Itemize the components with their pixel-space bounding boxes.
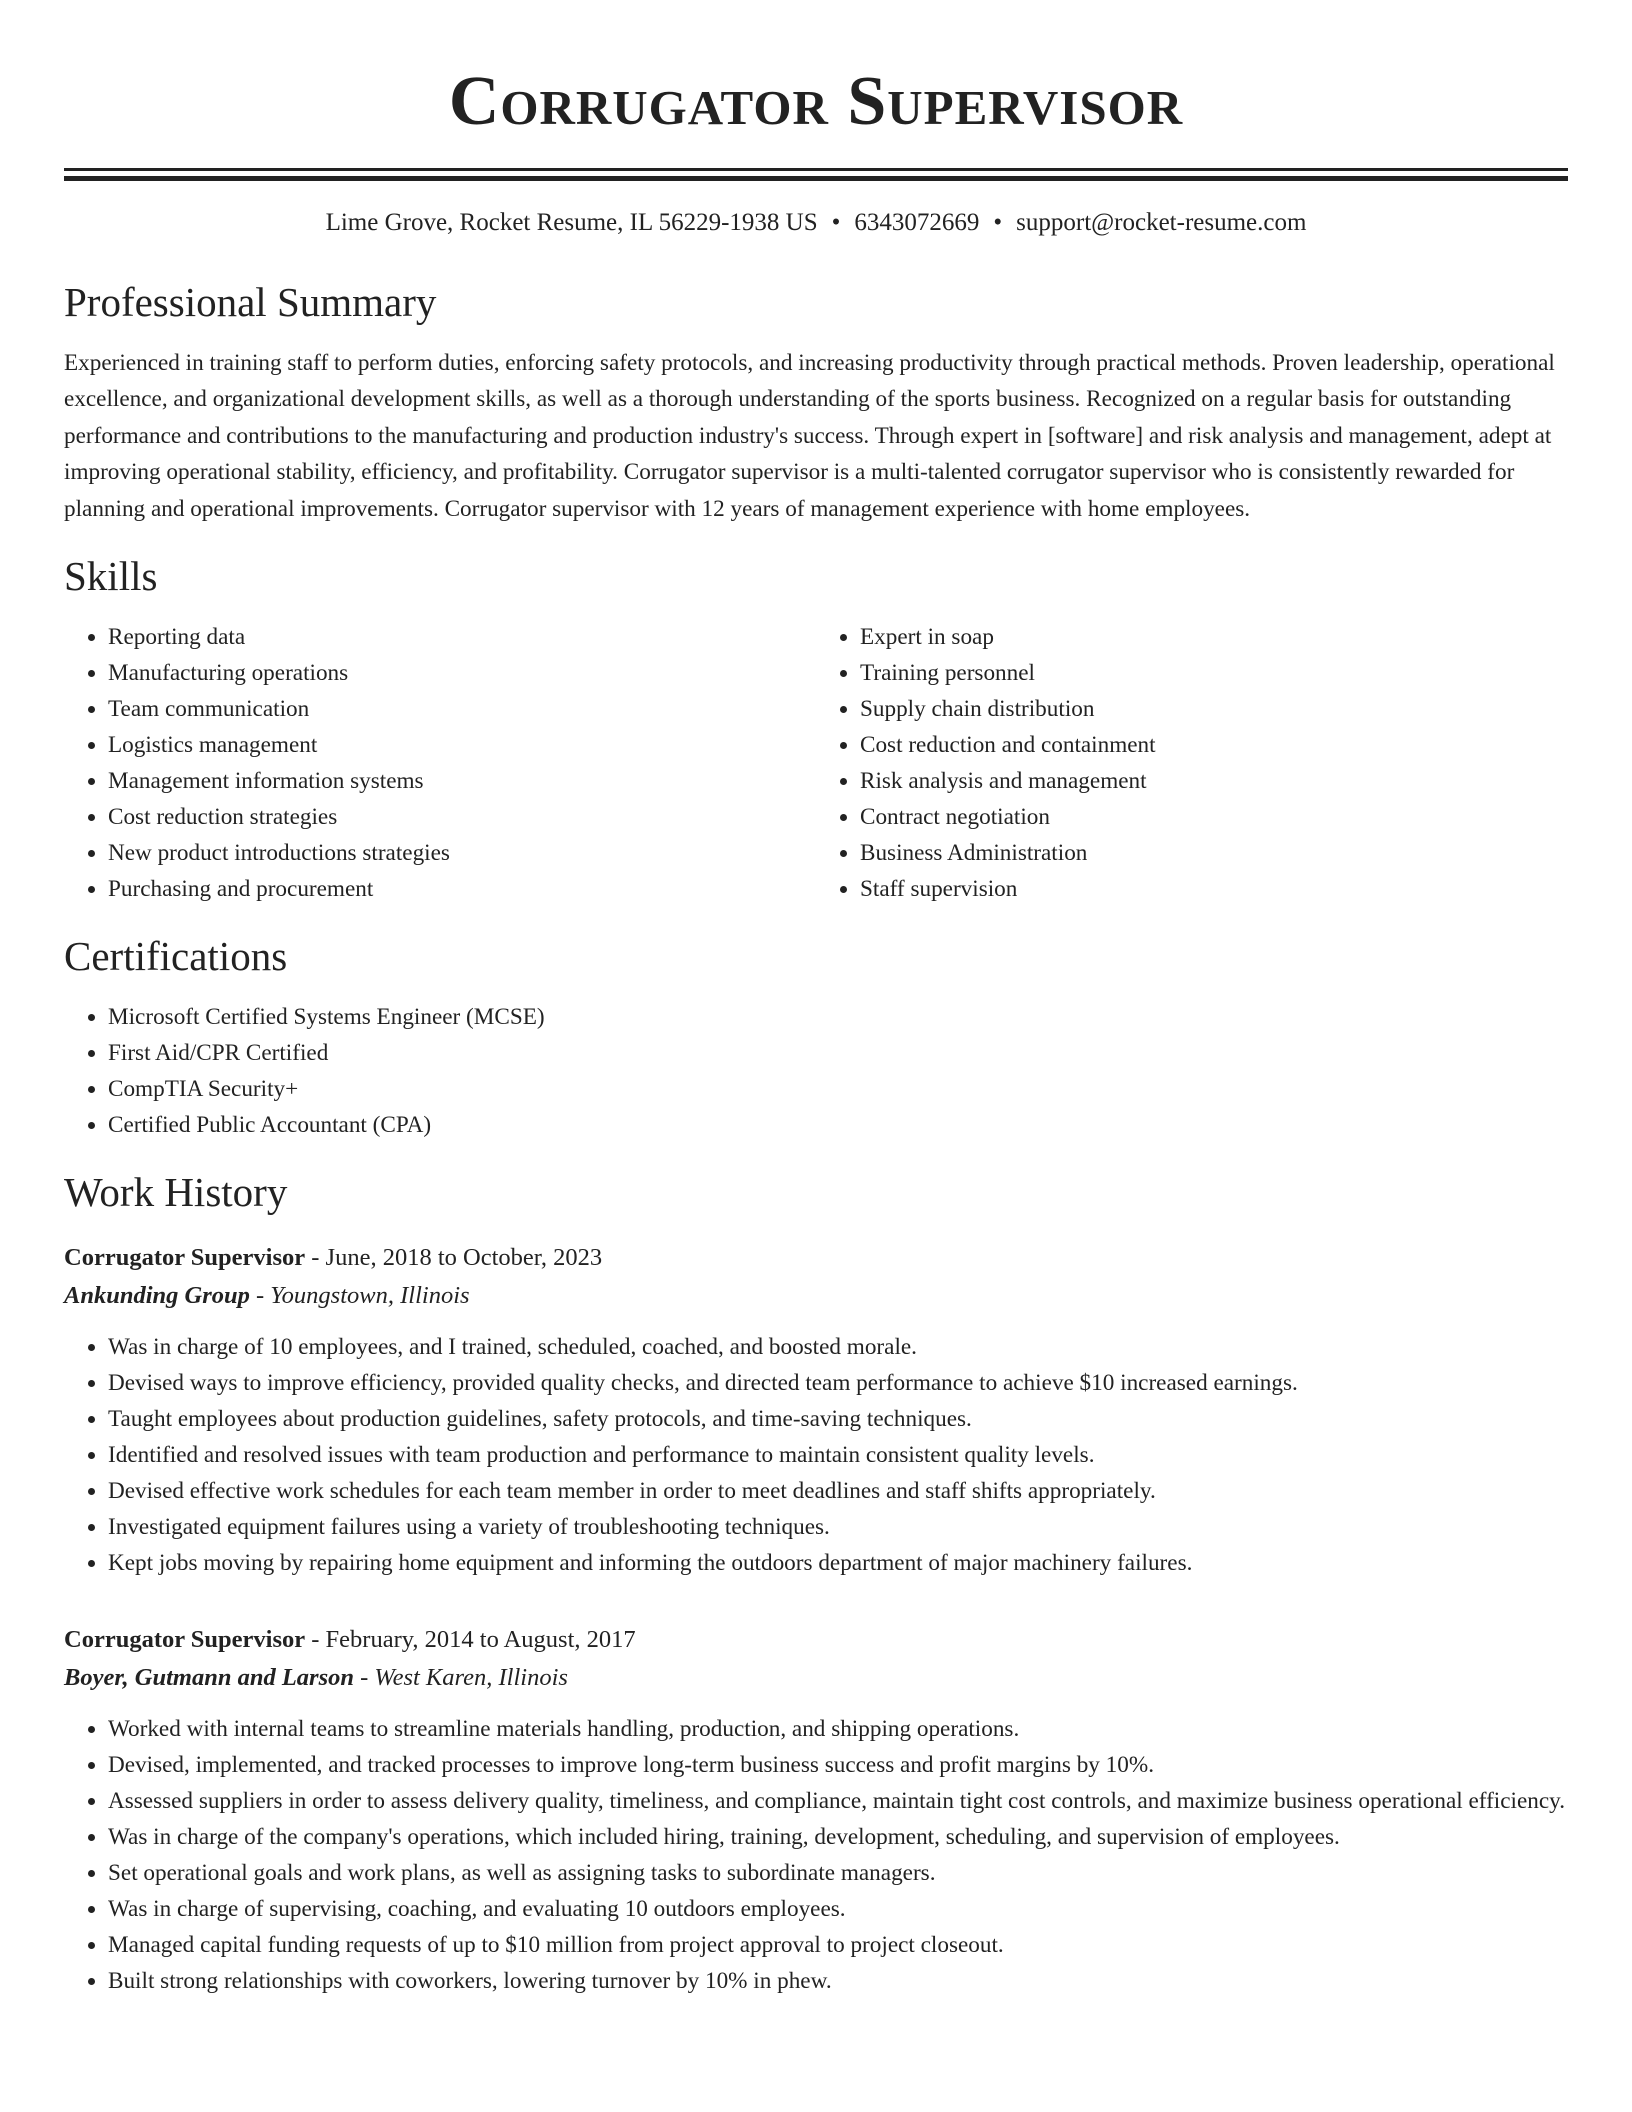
job-company: Ankunding Group — [64, 1282, 250, 1310]
contact-line — [64, 207, 1568, 239]
skill-item: • New product introductions strategies — [108, 835, 816, 871]
job-bullet: • Kept jobs moving by repairing home equipment and informing the outdoors department of major machinery failures. — [108, 1545, 1568, 1581]
skills-heading: Skills — [64, 553, 158, 600]
job-role: Corrugator Supervisor — [64, 1244, 306, 1272]
job-bullet: • Investigated equipment failures using a variety of troubleshooting techniques. — [108, 1509, 1568, 1545]
job-entry — [64, 1621, 1568, 1999]
skill-item: • Manufacturing operations — [108, 655, 816, 691]
skill-item: • Staff supervision — [860, 871, 1568, 907]
certification-item: • Certified Public Accountant (CPA) — [108, 1107, 1568, 1143]
job-entry — [64, 1239, 1568, 1581]
job-bullet: • Was in charge of supervising, coaching, and evaluating 10 outdoors employees. — [108, 1891, 1568, 1927]
skills-grid — [64, 619, 1568, 907]
job-role: Corrugator Supervisor — [64, 1626, 306, 1654]
resume-page — [64, 0, 1568, 1999]
job-location: - Youngstown, Illinois — [249, 1282, 470, 1310]
certifications-list — [64, 999, 1568, 1143]
skills-column-left — [64, 619, 816, 907]
skill-item: • Supply chain distribution — [860, 691, 1568, 727]
summary-text: Experienced in training staff to perform duties, enforcing safety protocols, and increasing productivity through practical methods. Proven leadership, operational excellence, and organizational development skills, as well as a thorough understanding of the sports business. Recognized on a regular basis for outstanding performance and contributions to the manufacturing and production industry's success. Through expert in [software] and risk analysis and management, adept at improving operational stability, efficiency, and profitability. Corrugator supervisor is a multi-talented corrugator supervisor who is consistently rewarded for planning and operational improvements. Corrugator supervisor with 12 years of management experience with home employees. — [64, 350, 1555, 522]
skill-item: • Management information systems — [108, 763, 816, 799]
summary-heading: Professional Summary — [64, 279, 437, 325]
candidate-name: Corrugator Supervisor — [448, 63, 1184, 140]
skill-item: • Purchasing and procurement — [108, 871, 816, 907]
skills-column-right — [816, 619, 1568, 907]
job-dates: - February, 2014 to August, 2017 — [305, 1626, 636, 1654]
skill-item: • Team communication — [108, 691, 816, 727]
skill-item: • Logistics management — [108, 727, 816, 763]
job-bullet: • Identified and resolved issues with team production and performance to maintain consistent quality levels. — [108, 1437, 1568, 1473]
contact-separator: • — [993, 209, 1003, 236]
certification-item: • CompTIA Security+ — [108, 1071, 1568, 1107]
job-title-line — [64, 1621, 1568, 1659]
contact-separator: • — [831, 209, 841, 236]
job-bullet: • Devised effective work schedules for each team member in order to meet deadlines and staff shifts appropriately. — [108, 1473, 1568, 1509]
job-bullet: • Was in charge of 10 employees, and I trained, scheduled, coached, and boosted morale. — [108, 1329, 1568, 1365]
certification-item: • First Aid/CPR Certified — [108, 1035, 1568, 1071]
skill-item: • Cost reduction strategies — [108, 799, 816, 835]
contact-address: Lime Grove, Rocket Resume, IL 56229-1938 US — [325, 209, 818, 236]
job-company: Boyer, Gutmann and Larson — [64, 1664, 354, 1692]
certification-item: • Microsoft Certified Systems Engineer (MCSE) — [108, 999, 1568, 1035]
header-divider — [64, 168, 1568, 181]
job-bullet: • Built strong relationships with coworkers, lowering turnover by 10% in phew. — [108, 1963, 1568, 1999]
skill-item: • Expert in soap — [860, 619, 1568, 655]
contact-email: support@rocket-resume.com — [1016, 209, 1307, 236]
job-bullet: • Worked with internal teams to streamline materials handling, production, and shipping operations. — [108, 1711, 1568, 1747]
skill-item: • Cost reduction and containment — [860, 727, 1568, 763]
job-bullet: • Managed capital funding requests of up to $10 million from project approval to project closeout. — [108, 1927, 1568, 1963]
job-bullet: • Assessed suppliers in order to assess delivery quality, timeliness, and compliance, maintain tight cost controls, and maximize business operational efficiency. — [108, 1783, 1568, 1819]
skill-item: • Training personnel — [860, 655, 1568, 691]
contact-phone: 6343072669 — [854, 209, 980, 236]
certifications-heading: Certifications — [64, 933, 288, 980]
job-bullets — [64, 1711, 1568, 1999]
job-bullets — [64, 1329, 1568, 1581]
job-bullet: • Devised ways to improve efficiency, provided quality checks, and directed team performance to achieve $10 increased earnings. — [108, 1365, 1568, 1401]
skill-item: • Risk analysis and management — [860, 763, 1568, 799]
skill-item: • Reporting data — [108, 619, 816, 655]
work-history-heading: Work History — [64, 1169, 288, 1216]
job-bullet: • Was in charge of the company's operations, which included hiring, training, development, scheduling, and supervision of employees. — [108, 1819, 1568, 1855]
skill-item: • Contract negotiation — [860, 799, 1568, 835]
job-bullet: • Set operational goals and work plans, as well as assigning tasks to subordinate managers. — [108, 1855, 1568, 1891]
job-dates: - June, 2018 to October, 2023 — [305, 1244, 603, 1272]
job-location: - West Karen, Illinois — [354, 1664, 568, 1692]
job-bullet: • Taught employees about production guidelines, safety protocols, and time-saving techniques. — [108, 1401, 1568, 1437]
job-company-line — [64, 1659, 1568, 1697]
job-bullet: • Devised, implemented, and tracked processes to improve long-term business success and profit margins by 10%. — [108, 1747, 1568, 1783]
job-company-line — [64, 1277, 1568, 1315]
skill-item: • Business Administration — [860, 835, 1568, 871]
job-title-line — [64, 1239, 1568, 1277]
